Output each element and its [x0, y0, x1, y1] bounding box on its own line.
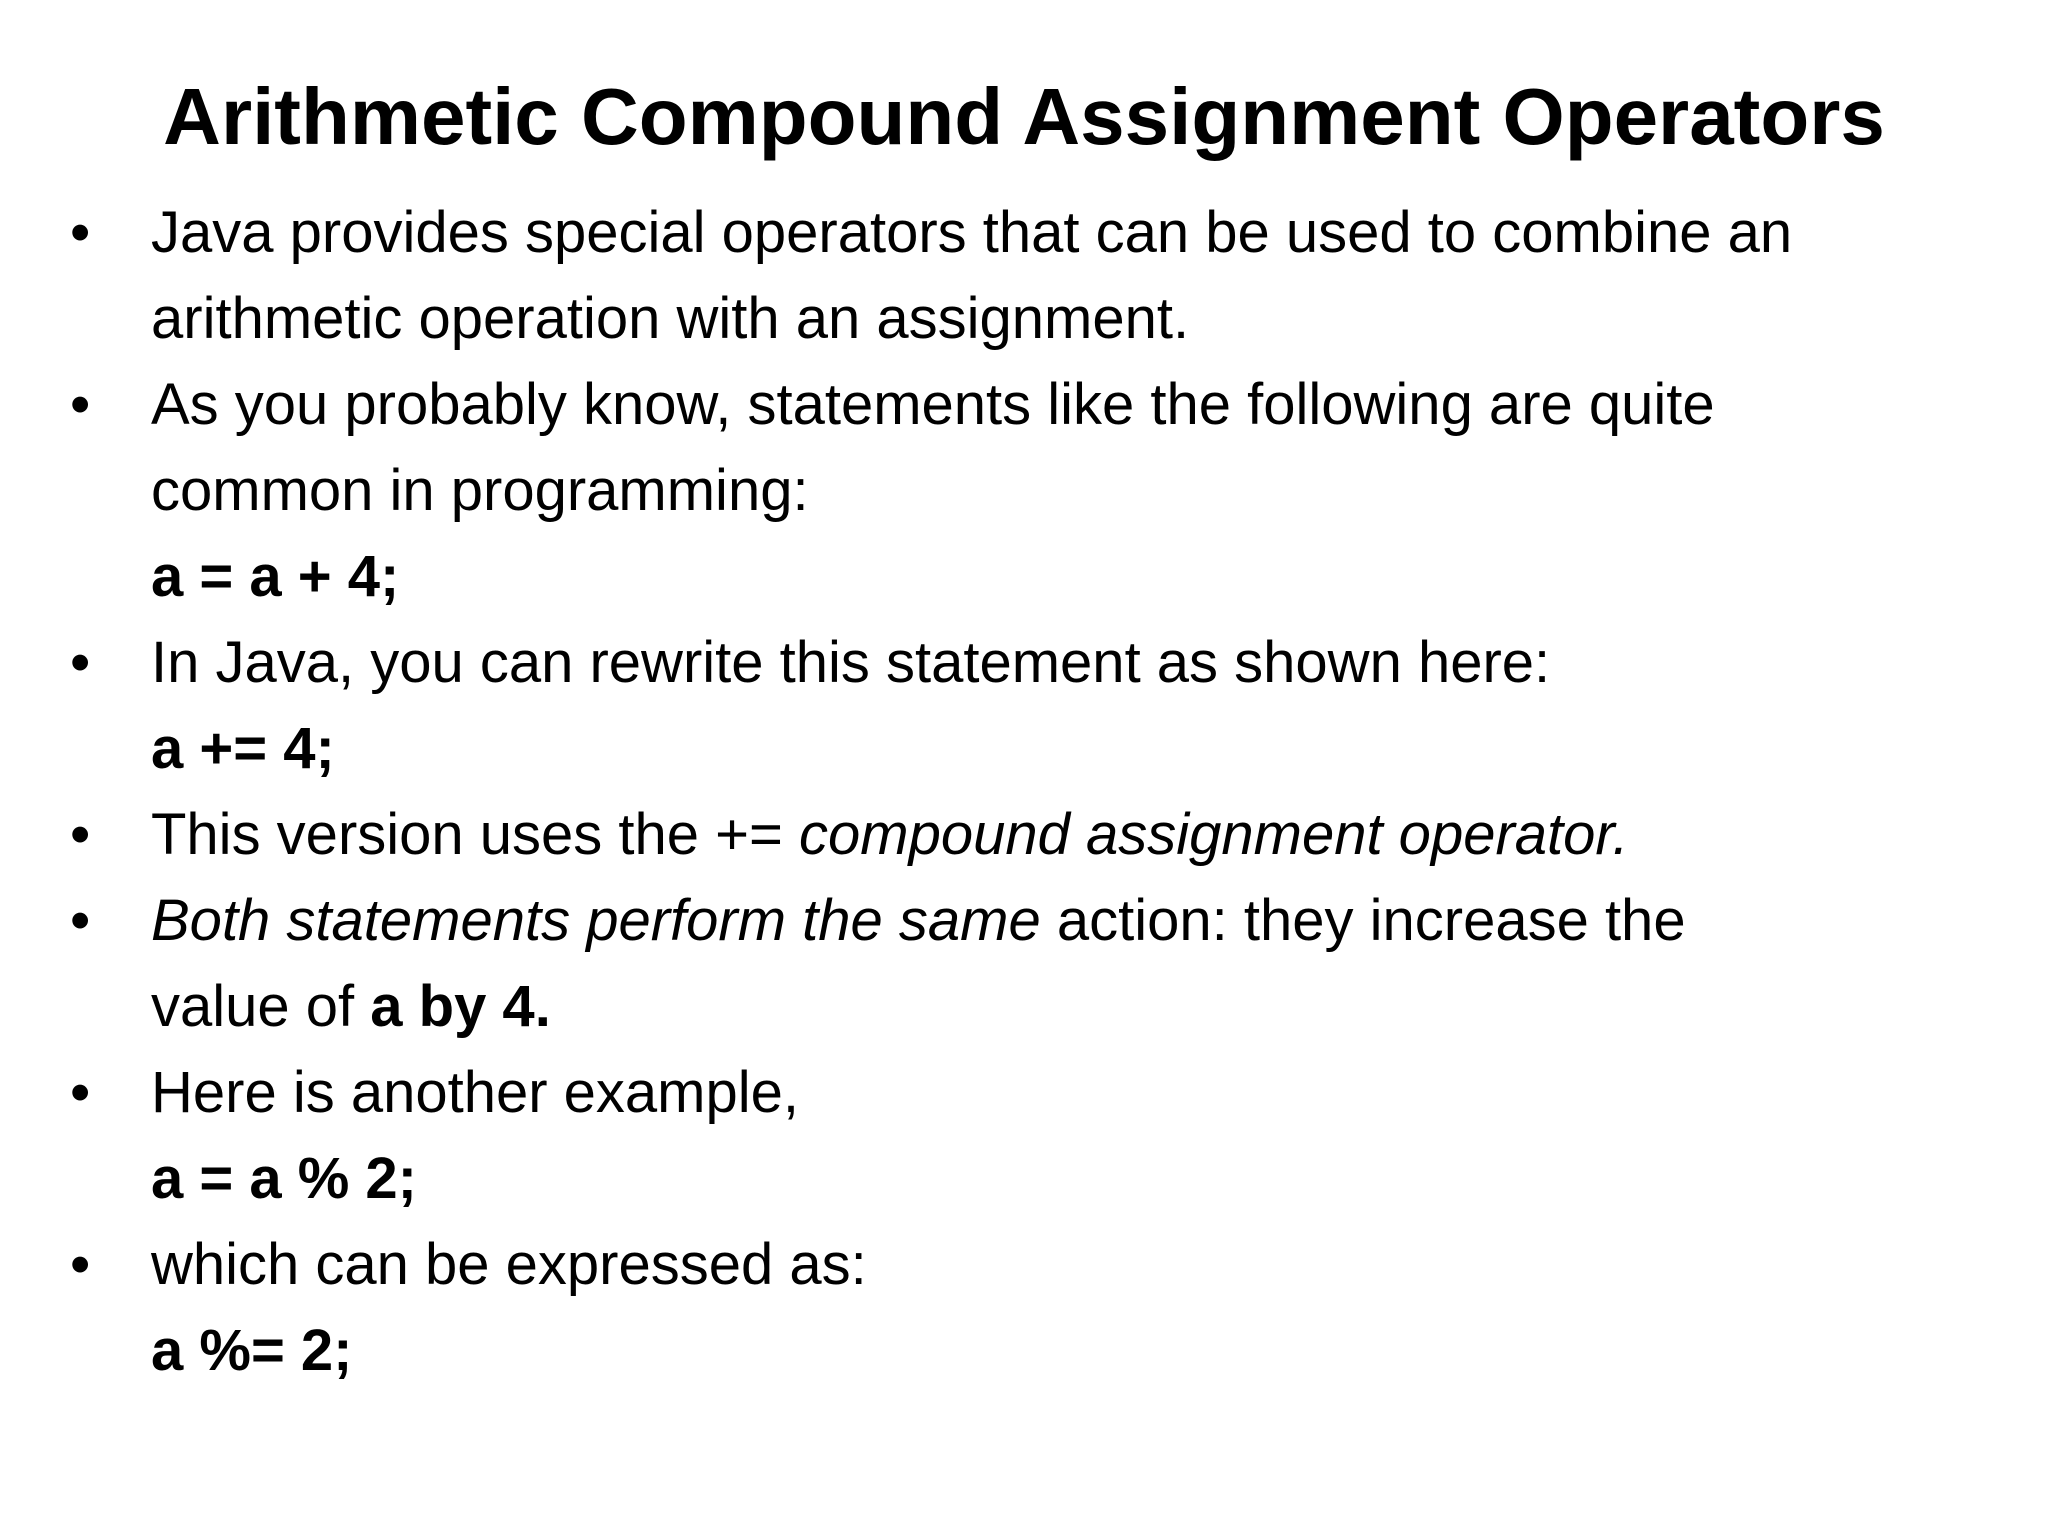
item-text: Here is another example,	[151, 1060, 799, 1125]
bullet-icon: •	[70, 630, 91, 695]
item-text-bold: a by 4.	[370, 974, 551, 1039]
list-item	[70, 1050, 2010, 1136]
code-statement: a %= 2;	[151, 1318, 353, 1383]
item-text: common in programming:	[151, 458, 809, 523]
code-statement: a = a + 4;	[151, 544, 400, 609]
list-item	[70, 792, 2010, 878]
list-item	[70, 190, 2010, 276]
bullet-icon: •	[70, 1232, 91, 1297]
code-statement: a = a % 2;	[151, 1146, 417, 1211]
bullet-list	[70, 190, 2010, 1394]
bullet-icon: •	[70, 802, 91, 867]
item-text: As you probably know, statements like the following are quite	[151, 372, 1715, 437]
bullet-icon: •	[70, 1060, 91, 1125]
bullet-icon: •	[70, 888, 91, 953]
list-item	[70, 1222, 2010, 1308]
item-text: action: they increase the	[1040, 888, 1686, 953]
list-item-continuation	[70, 276, 2010, 362]
slide-title: Arithmetic Compound Assignment Operators	[163, 72, 1885, 161]
item-text: which can be expressed as:	[151, 1232, 867, 1297]
item-text: This version uses the +=	[151, 802, 799, 867]
code-line	[70, 534, 2010, 620]
list-item-continuation	[70, 448, 2010, 534]
list-item-continuation	[70, 964, 2010, 1050]
item-text: In Java, you can rewrite this statement as shown here:	[151, 630, 1551, 695]
item-text: arithmetic operation with an assignment.	[151, 286, 1190, 351]
code-statement: a += 4;	[151, 716, 335, 781]
bullet-icon: •	[70, 200, 91, 265]
bullet-icon: •	[70, 372, 91, 437]
item-text: Java provides special operators that can be used to combine an	[151, 200, 1793, 265]
list-item	[70, 878, 2010, 964]
list-item	[70, 362, 2010, 448]
item-text-italic: Both statements perform the same	[151, 888, 1041, 953]
item-text-italic: compound assignment operator.	[799, 802, 1629, 867]
list-item	[70, 620, 2010, 706]
code-line	[70, 1136, 2010, 1222]
item-text: value of	[151, 974, 371, 1039]
code-line	[70, 1308, 2010, 1394]
code-line	[70, 706, 2010, 792]
